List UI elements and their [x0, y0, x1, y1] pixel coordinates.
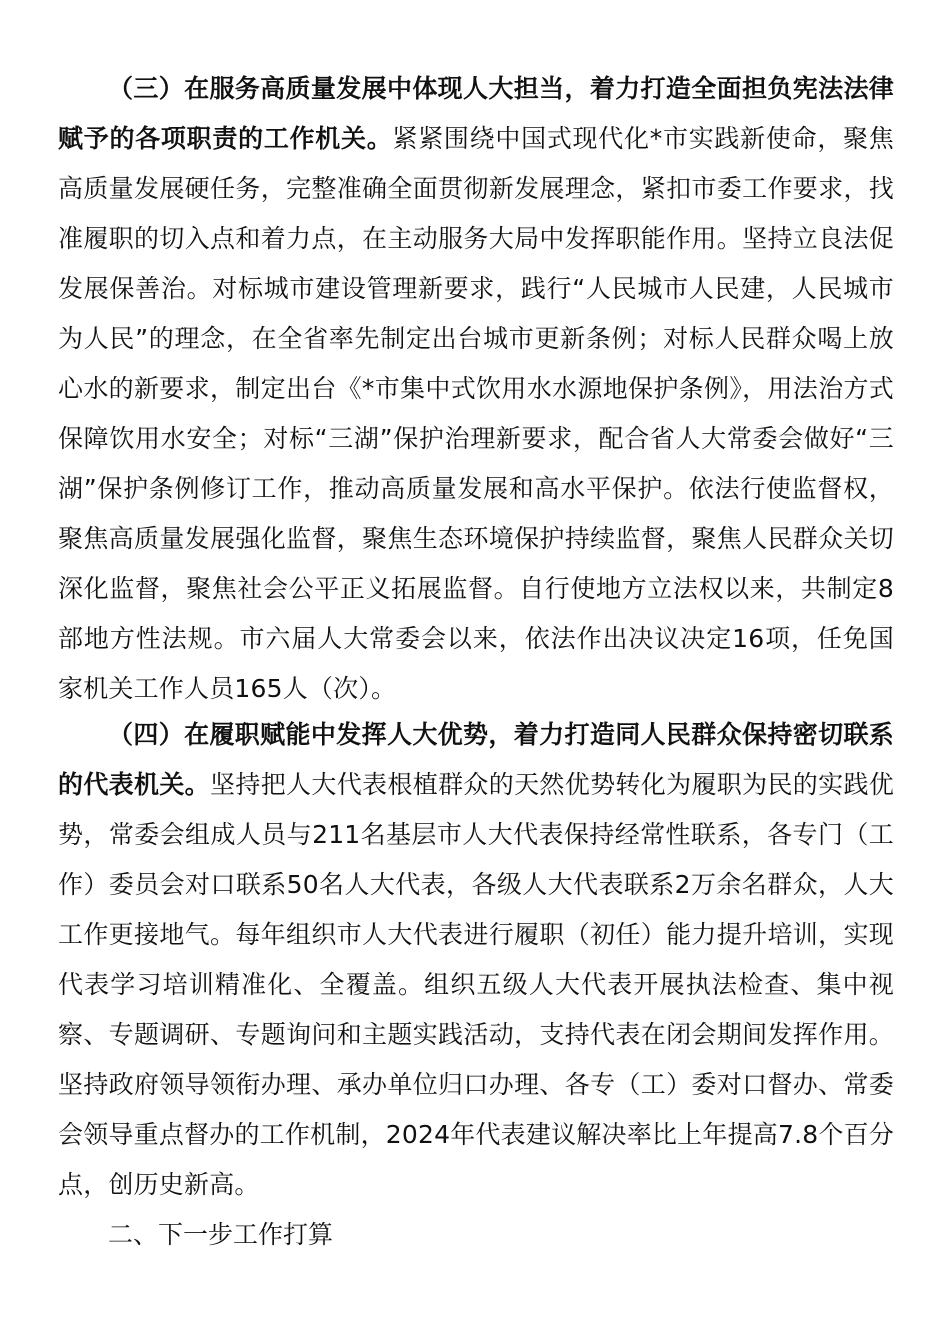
section-4-heading: （四）在履职赋能中发挥人大优势，着力打造同人民群众保持密切联系的代表机关。	[58, 720, 894, 799]
paragraph-section-4	[58, 710, 894, 1210]
next-steps-heading: 二、下一步工作打算	[108, 1220, 334, 1249]
paragraph-section-3	[58, 64, 894, 714]
section-3-body: 紧紧围绕中国式现代化*市实践新使命，聚焦高质量发展硬任务，完整准确全面贯彻新发展理念，紧扣市委工作要求，找准履职的切入点和着力点，在主动服务大局中发挥职能作用。坚持立良法促发展保善治。对标城市建设管理新要求，践行“人民城市人民建，人民城市为人民”的理念，在全省率先制定出台城市更新条例；对标人民群众喝上放心水的新要求，制定出台《*市集中式饮用水水源地保护条例》，用法治方式保障饮用水安全；对标“三湖”保护治理新要求，配合省人大常委会做好“三湖”保护条例修订工作，推动高质量发展和高水平保护。依法行使监督权，聚焦高质量发展强化监督，聚焦生态环境保护持续监督，聚焦人民群众关切深化监督，聚焦社会公平正义拓展监督。自行使地方立法权以来，共制定8部地方性法规。市六届人大常委会以来，依法作出决议决定16项，任免国家机关工作人员165人（次）。	[58, 124, 894, 703]
section-4-body: 坚持把人大代表根植群众的天然优势转化为履职为民的实践优势，常委会组成人员与211名基层市人大代表保持经常性联系，各专门（工作）委员会对口联系50名人大代表，各级人大代表联系2万余名群众，人大工作更接地气。每年组织市人大代表进行履职（初任）能力提升培训，实现代表学习培训精准化、全覆盖。组织五级人大代表开展执法检查、集中视察、专题调研、专题询问和主题实践活动，支持代表在闭会期间发挥作用。坚持政府领导领衔办理、承办单位归口办理、各专（工）委对口督办、常委会领导重点督办的工作机制，2024年代表建议解决率比上年提高7.8个百分点，创历史新高。	[58, 770, 895, 1199]
section-3-heading: （三）在服务高质量发展中体现人大担当，着力打造全面担负宪法法律赋予的各项职责的工作机关。	[58, 74, 894, 153]
